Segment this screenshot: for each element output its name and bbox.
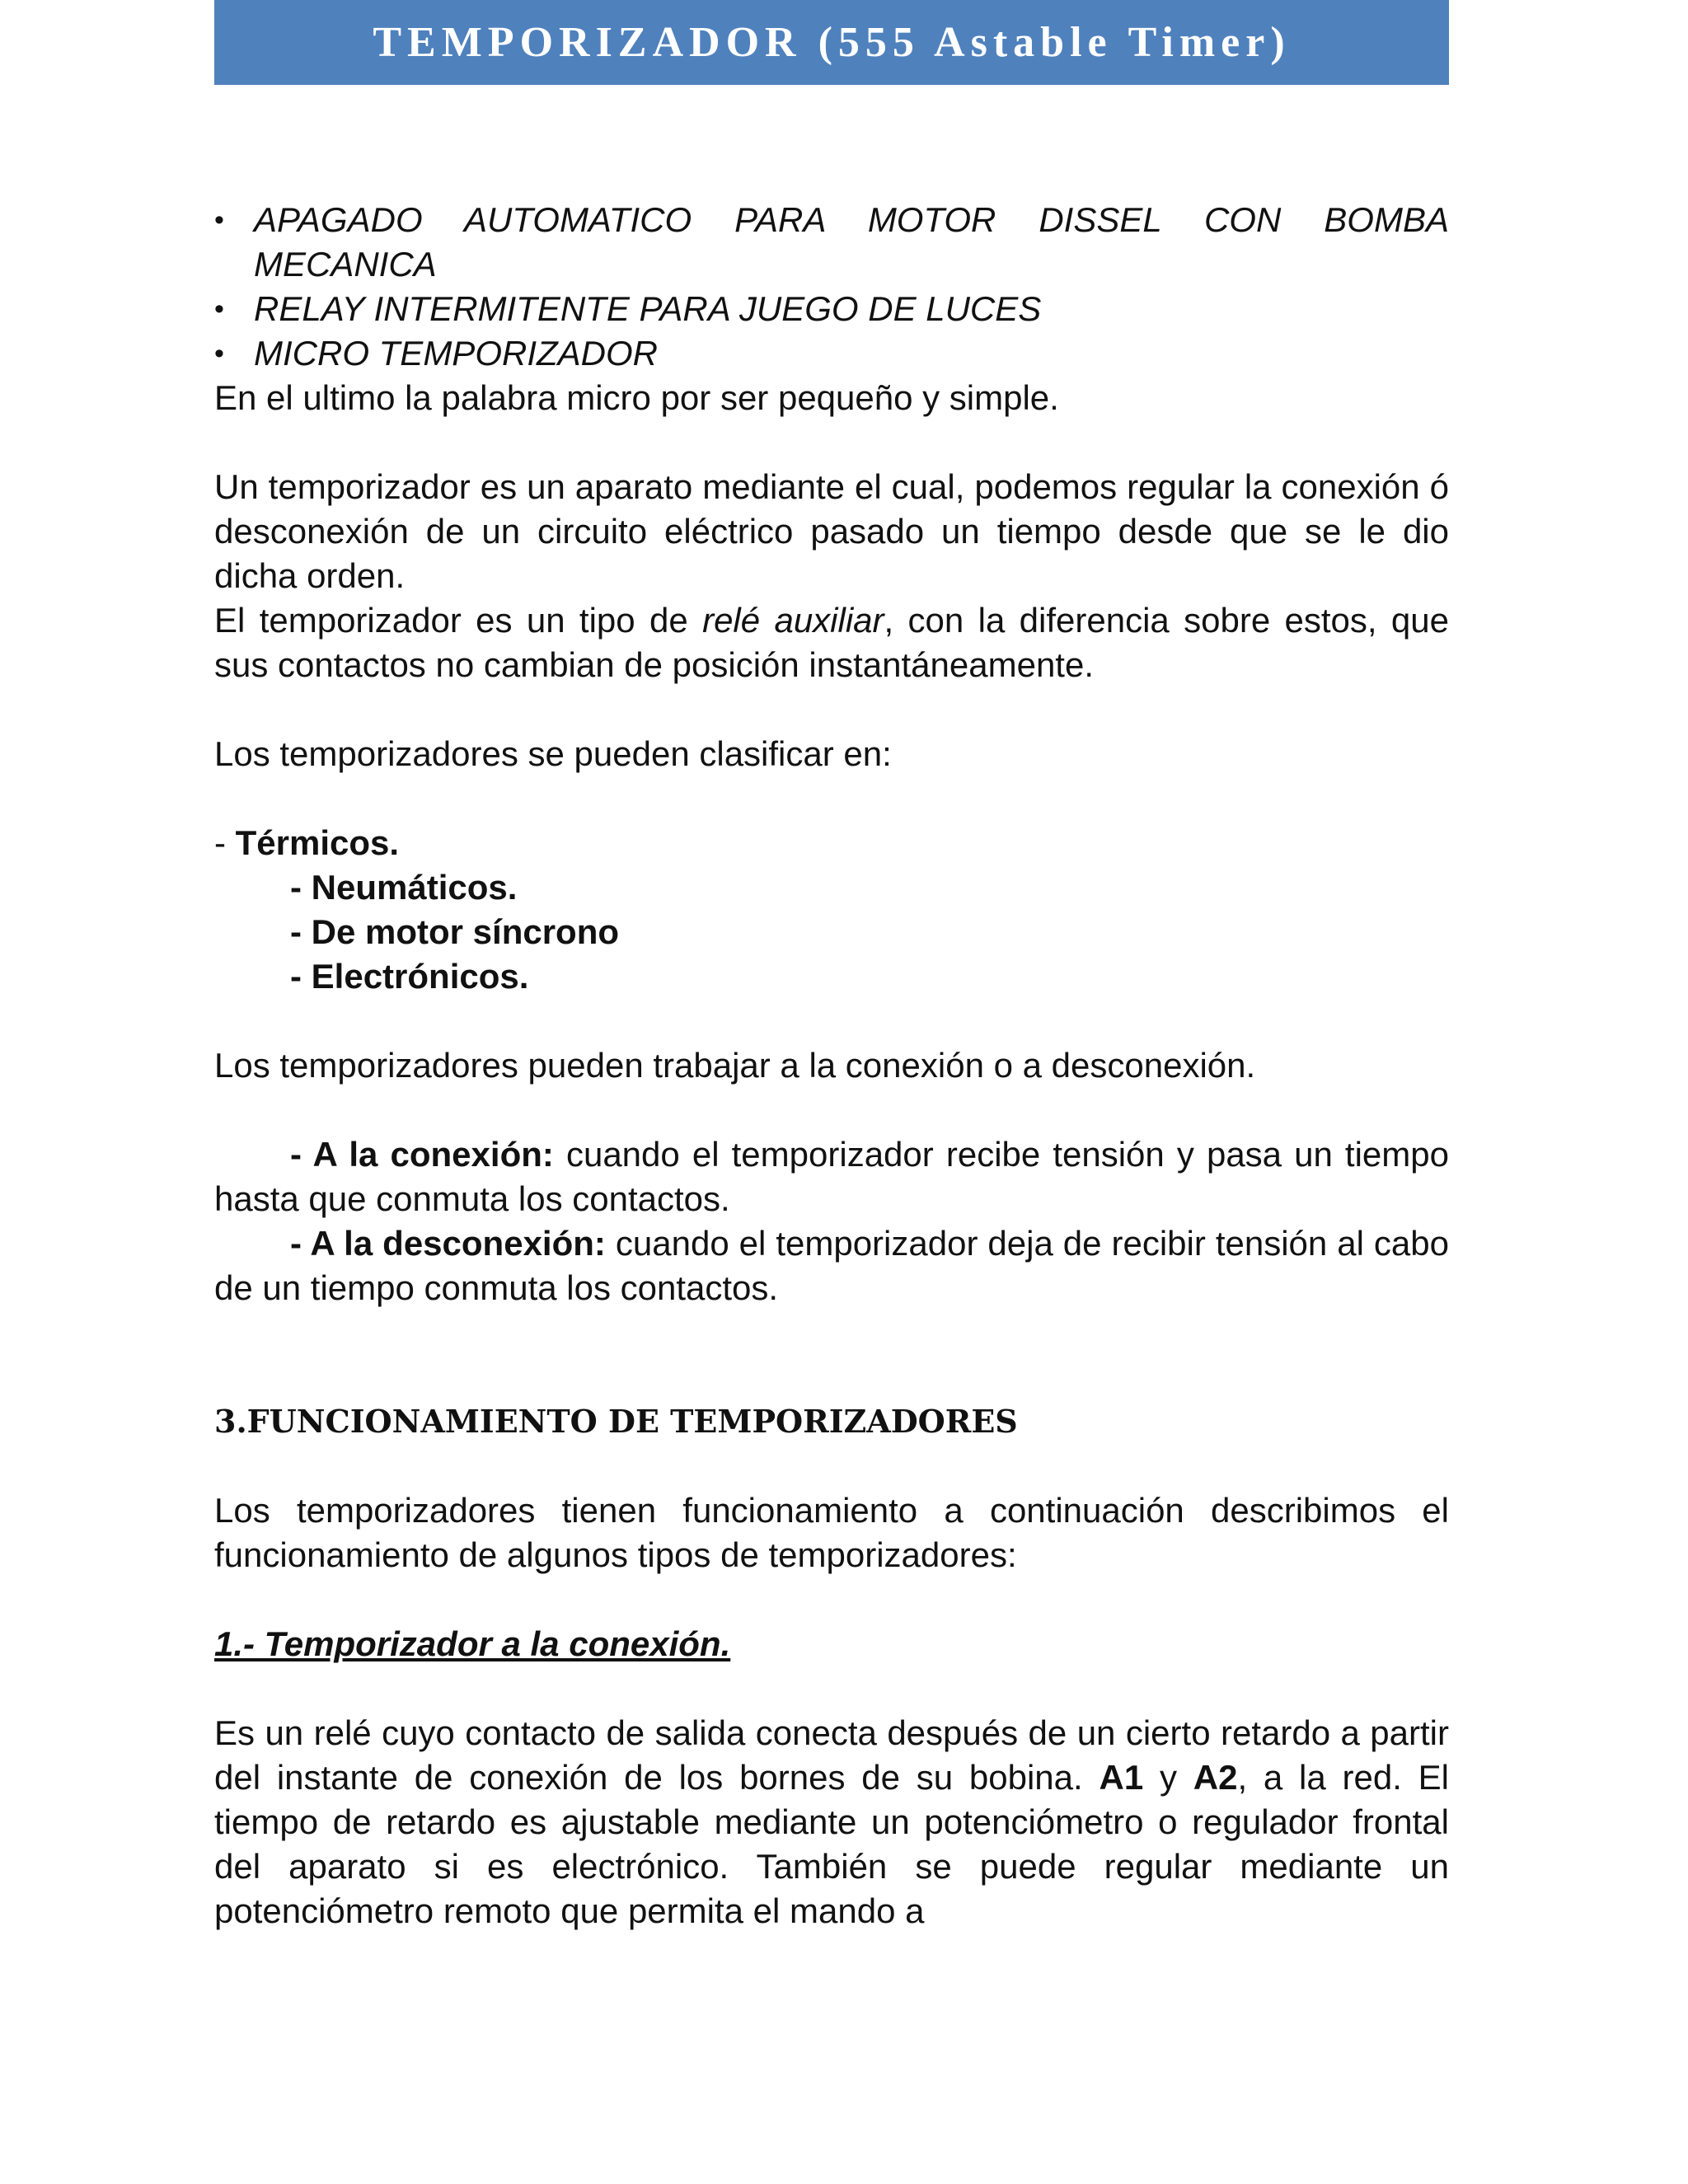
list-item-text-continued: MECANICA bbox=[254, 245, 437, 284]
definition-paragraph: Un temporizador es un aparato mediante el cual, podemos regular la conexión ó desconexión de un circuito eléctrico pasado un tiempo desde que se le dio dicha orden. bbox=[214, 467, 1449, 595]
mode-desconexion: - A la desconexión: cuando el temporizador deja de recibir tensión al cabo de un tiempo conmuta los contactos. bbox=[214, 1224, 1449, 1307]
document-body bbox=[214, 198, 1449, 1933]
list-item-text: RELAY INTERMITENTE PARA JUEGO DE LUCES bbox=[254, 289, 1042, 328]
relay-paragraph: El temporizador es un tipo de relé auxiliar, con la diferencia sobre estos, que sus contactos no cambian de posición instantáneamente. bbox=[214, 601, 1450, 684]
list-item bbox=[214, 287, 1449, 331]
list-item bbox=[214, 331, 1449, 376]
list-item-text: MICRO TEMPORIZADOR bbox=[254, 334, 658, 373]
bullet-list bbox=[214, 198, 1449, 376]
classification-intro: Los temporizadores se pueden clasificar en: bbox=[214, 734, 892, 773]
section-heading: 3.FUNCIONAMIENTO DE TEMPORIZADORES bbox=[214, 1403, 1018, 1440]
classification-item: - Neumáticos. bbox=[290, 868, 518, 907]
note-paragraph: En el ultimo la palabra micro por ser pequeño y simple. bbox=[214, 378, 1059, 417]
page-title: TEMPORIZADOR (555 Astable Timer) bbox=[373, 19, 1291, 66]
classification-item: - Electrónicos. bbox=[290, 957, 529, 996]
list-item bbox=[214, 198, 1449, 287]
list-item-text: APAGADO AUTOMATICO PARA MOTOR DISSEL CON BOMBA bbox=[254, 200, 1449, 239]
subsection-heading: 1.- Temporizador a la conexión. bbox=[214, 1624, 731, 1663]
classification-item: - De motor síncrono bbox=[290, 912, 620, 951]
classification-item: - Térmicos. bbox=[214, 823, 400, 862]
relay-term: relé auxiliar bbox=[702, 601, 884, 640]
mode-conexion: - A la conexión: cuando el temporizador recibe tensión y pasa un tiempo hasta que conmuta los contactos. bbox=[214, 1135, 1449, 1218]
modes-intro: Los temporizadores pueden trabajar a la conexión o a desconexión. bbox=[214, 1046, 1256, 1085]
header-bar bbox=[214, 0, 1449, 85]
section-intro: Los temporizadores tienen funcionamiento a continuación describimos el funcionamiento de algunos tipos de temporizadores: bbox=[214, 1491, 1449, 1574]
section-body: Es un relé cuyo contacto de salida conecta después de un cierto retardo a partir del instante de conexión de los bornes de su bobina. A1 y A2, a la red. El tiempo de retardo es ajustable mediante un potenciómetro o regulador frontal del aparato si es electrónico. También se puede regular mediante un potenciómetro remoto que permita el mando a bbox=[214, 1713, 1450, 1930]
